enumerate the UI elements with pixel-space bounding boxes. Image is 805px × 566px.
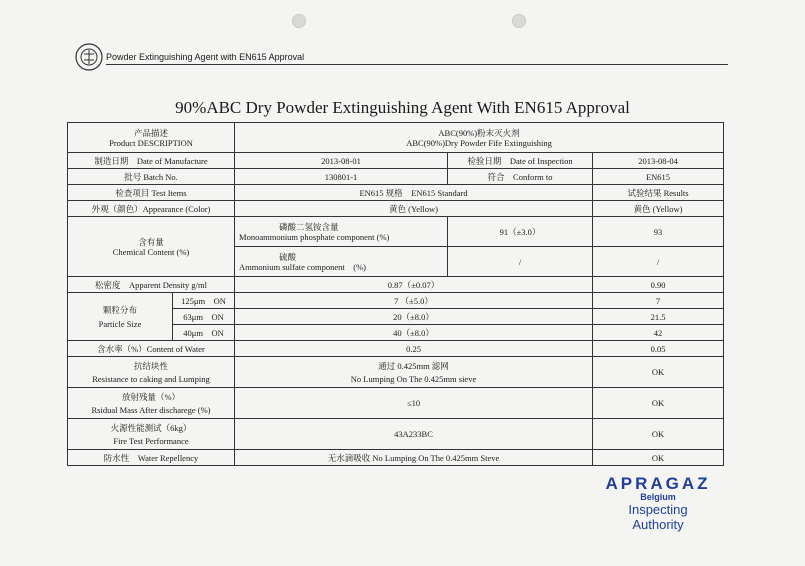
document-title: 90%ABC Dry Powder Extinguishing Agent With EN615 Approval xyxy=(175,98,630,117)
chem-c1-std: 91（±3.0） xyxy=(448,217,593,247)
water-label: 含水率（%）Content of Water xyxy=(68,341,235,357)
test-items-label: 检查项目 Test Items xyxy=(68,185,235,201)
table-row xyxy=(68,450,724,466)
stamp-country: Belgium xyxy=(640,492,676,502)
inspection-table xyxy=(67,122,724,466)
appearance-std: 黄色 (Yellow) xyxy=(235,201,593,217)
header-text: Powder Extinguishing Agent with EN615 Approval xyxy=(106,52,305,62)
residual-result: OK xyxy=(593,388,724,419)
chem-c2-std: / xyxy=(448,247,593,277)
table-row xyxy=(68,153,724,169)
company-seal-icon xyxy=(74,42,104,72)
table-row xyxy=(68,357,724,388)
repel-result: OK xyxy=(593,450,724,466)
results-label: 试验结果 Results xyxy=(593,185,724,201)
fire-result: OK xyxy=(593,419,724,450)
punch-hole xyxy=(292,14,306,28)
table-row xyxy=(68,185,724,201)
mfg-date-label: 制造日期 Date of Manufacture xyxy=(68,153,235,169)
density-std: 0.87（±0.07） xyxy=(235,277,593,293)
water-std: 0.25 xyxy=(235,341,593,357)
caking-result: OK xyxy=(593,357,724,388)
chem-label: 含有量 Chemical Content (%) xyxy=(68,217,235,277)
residual-label: 放射残量（%） Rsidual Mass After discharege (%) xyxy=(68,388,235,419)
insp-date-value: 2013-08-04 xyxy=(593,153,724,169)
particle-r1-result: 7 xyxy=(593,293,724,309)
residual-std: ≤10 xyxy=(235,388,593,419)
authority-stamp xyxy=(588,474,728,532)
fire-label: 火源性能测试（6kg） Fire Test Performance xyxy=(68,419,235,450)
table-row xyxy=(68,293,724,309)
table-row xyxy=(68,201,724,217)
particle-r2-result: 21.5 xyxy=(593,309,724,325)
appearance-result: 黄色 (Yellow) xyxy=(593,201,724,217)
table-row xyxy=(68,217,724,247)
batch-value: 130801-1 xyxy=(235,169,448,185)
chem-c1-label: 磷酸二氢铵含量 Monoammonium phosphate component (%) xyxy=(235,217,448,247)
desc-label: 产品描述 Product DESCRIPTION xyxy=(68,123,235,153)
chem-c1-result: 93 xyxy=(593,217,724,247)
fire-std: 43A233BC xyxy=(235,419,593,450)
particle-r2-std: 20（±8.0） xyxy=(235,309,593,325)
caking-std: 通过 0.425mm 滤网 No Lumping On The 0.425mm sieve xyxy=(235,357,593,388)
particle-label: 颗粒分布 Particle Size xyxy=(68,293,173,341)
header-rule xyxy=(106,64,728,65)
caking-label: 抗结块性 Resistance to caking and Lumping xyxy=(68,357,235,388)
table-row xyxy=(68,123,724,153)
conform-value: EN615 xyxy=(593,169,724,185)
density-label: 松密度 Apparent Density g/ml xyxy=(68,277,235,293)
water-result: 0.05 xyxy=(593,341,724,357)
punch-hole xyxy=(512,14,526,28)
stamp-line3: Inspecting xyxy=(628,502,688,517)
stamp-line4: Authority xyxy=(632,517,684,532)
standard-label: EN615 规格 EN615 Standard xyxy=(235,185,593,201)
particle-r1-std: 7 （±5.0） xyxy=(235,293,593,309)
chem-c2-label: 硫酸 Ammonium sulfate component (%) xyxy=(235,247,448,277)
appearance-label: 外观（颜色）Appearance (Color) xyxy=(68,201,235,217)
table-row xyxy=(68,341,724,357)
table-row xyxy=(68,277,724,293)
particle-r1-size: 125μm ON xyxy=(173,293,235,309)
table-row xyxy=(68,388,724,419)
repel-std: 无水滴吸收 No Lumping On The 0.425mm Steve xyxy=(235,450,593,466)
insp-date-label: 检验日期 Date of Inspection xyxy=(448,153,593,169)
batch-label: 批号 Batch No. xyxy=(68,169,235,185)
density-result: 0.90 xyxy=(593,277,724,293)
table-row xyxy=(68,419,724,450)
repel-label: 防水性 Water Repellency xyxy=(68,450,235,466)
conform-label: 符合 Conform to xyxy=(448,169,593,185)
desc-value: ABC(90%)粉末灭火剂 ABC(90%)Dry Powder Fife Extinguishing xyxy=(235,123,724,153)
particle-r3-size: 40μm ON xyxy=(173,325,235,341)
stamp-brand: APRAGAZ xyxy=(605,474,711,493)
particle-r2-size: 63μm ON xyxy=(173,309,235,325)
mfg-date-value: 2013-08-01 xyxy=(235,153,448,169)
particle-r3-result: 42 xyxy=(593,325,724,341)
chem-c2-result: / xyxy=(593,247,724,277)
particle-r3-std: 40（±8.0） xyxy=(235,325,593,341)
table-row xyxy=(68,169,724,185)
